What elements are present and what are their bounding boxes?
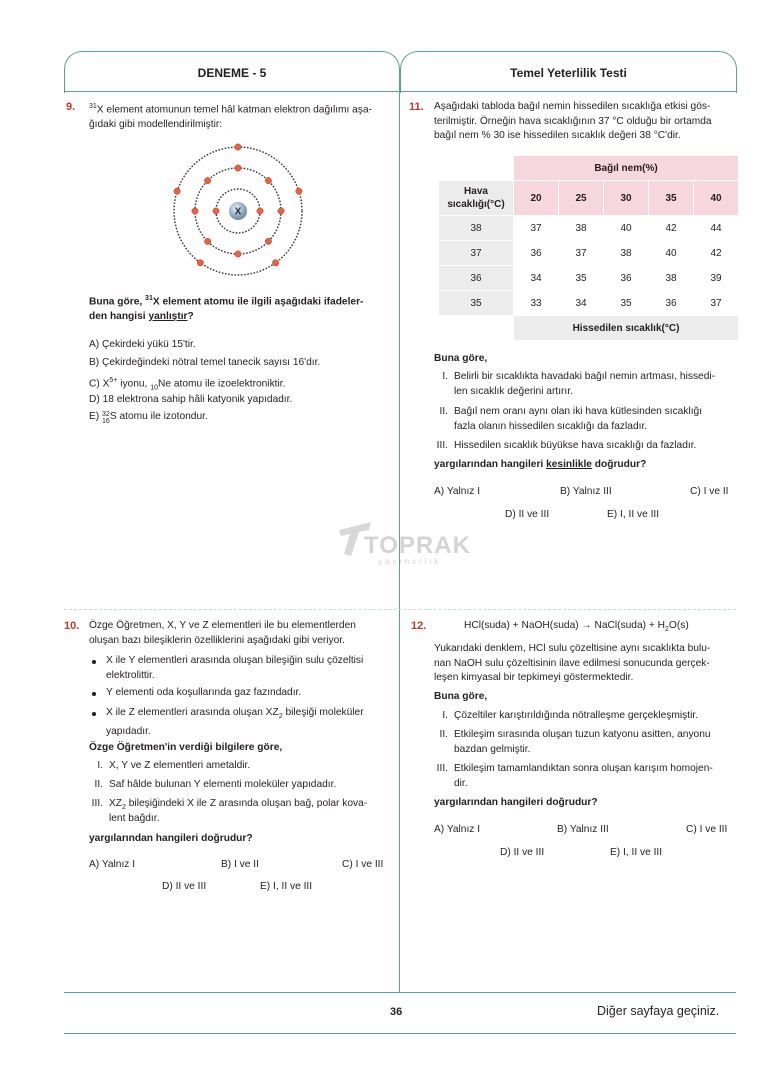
table-row [439, 241, 738, 265]
col-header: 25 [559, 181, 603, 215]
question-intro: Yukarıdaki denklem, HCl sulu çözeltisine aynı sıcaklıkta bulu- nan NaOH sulu çözeltisinin ilave edilmesi sonucunda gerçek- leşen kimyasal bir tepkimeyi göstermektedir. [434, 643, 711, 683]
table-cell: 36 [530, 247, 542, 259]
question-number: 9. [66, 101, 76, 113]
electron [235, 165, 241, 171]
question-stem: yargılarından hangileri doğrudur? [89, 833, 253, 844]
option-d[interactable]: D) II ve III [500, 847, 545, 858]
logo-subtext: yayıncılık [378, 557, 442, 566]
col-header: 35 [649, 181, 693, 215]
table-cell: 38 [575, 222, 587, 234]
footer-rule-top [64, 992, 736, 993]
question-stem: Buna göre, $^{31}$X element atomu ile ilgili aşağıdaki ifadeler- den hangisi yanlıştır? [89, 295, 364, 322]
logo-text: TOPRAK [364, 532, 471, 559]
option-a[interactable]: A) Yalnız I [89, 859, 136, 870]
row-header: 35 [439, 291, 513, 315]
table-cell: 40 [620, 222, 632, 234]
question-stem: yargılarından hangileri kesinlikle doğrudur? [434, 459, 647, 470]
row-header: 38 [439, 216, 513, 240]
electron [257, 208, 263, 214]
table-cell: 40 [665, 247, 677, 259]
table-cell: 37 [575, 247, 587, 259]
option-c[interactable]: C) I ve III [342, 859, 384, 870]
question-number: 11. [409, 101, 424, 113]
table-cell: 36 [620, 272, 632, 284]
row-header: 36 [439, 266, 513, 290]
atom-model [166, 143, 310, 279]
option-c[interactable]: C) I ve II [690, 486, 729, 497]
bottom-header: Hissedilen sıcaklık(°C) [514, 316, 738, 340]
electron [197, 260, 203, 266]
electron [296, 188, 302, 194]
option-e[interactable]: E) I, II ve III [607, 509, 660, 520]
table-cell: 38 [620, 247, 632, 259]
nucleus-label: X [234, 206, 242, 218]
electron [272, 260, 278, 266]
bullet [92, 692, 96, 696]
lead-text: Özge Öğretmen'in verdiği bilgilere göre, [89, 742, 283, 753]
question-intro: Aşağıdaki tabloda bağıl nemin hissedilen sıcaklığa etkisi gös- terilmiştir. Örneğin hava sıcaklığının 37 °C olduğu bir ortamda bağıl nem % 30 ise hissedilen sıcaklık değeri 38 °C'dir. [434, 101, 712, 141]
page-number: 36 [390, 1006, 403, 1018]
question-intro: Özge Öğretmen, X, Y ve Z elementleri ile bu elementlerden oluşan bazı bileşiklerin özelliklerini aşağıdaki gibi veriyor. [89, 620, 356, 646]
table-cell: 44 [710, 222, 722, 234]
row-group-header: Hava sıcaklığı(°C) [439, 181, 513, 215]
lead-text: Buna göre, [434, 353, 488, 364]
reaction-equation: HCl(suda) + NaOH(suda) → NaCl(suda) + $H_2O(s)$ [464, 620, 689, 634]
electron [265, 177, 271, 183]
col-group-header: Bağıl nem(%) [514, 156, 738, 180]
header-rule [64, 91, 736, 92]
bullet [92, 712, 96, 716]
electron [235, 144, 241, 150]
table-cell: 33 [530, 297, 542, 309]
option-c[interactable]: C) $X^{5+}$ iyonu, $_{10}$Ne atomu ile izoelektroniktir. [89, 377, 286, 392]
bullet-item-3: X ile Z elementleri arasında oluşan $XZ_2$ bileşiği moleküler yapıdadır. [106, 707, 364, 737]
electron [204, 177, 210, 183]
option-e[interactable]: E) 32 16S atomu ile izotondur. [89, 411, 208, 425]
option-d[interactable]: D) II ve III [162, 881, 207, 892]
table-row [439, 266, 738, 290]
humidity-table [438, 155, 739, 341]
electron [278, 208, 284, 214]
question-number: 10. [64, 620, 80, 632]
option-e[interactable]: E) I, II ve III [610, 847, 663, 858]
header-right [400, 51, 737, 93]
option-c[interactable]: C) I ve III [686, 824, 728, 835]
option-a[interactable]: A) Yalnız I [434, 486, 481, 497]
option-b[interactable]: B) I ve II [221, 859, 259, 870]
next-page-note: Diğer sayfaya geçiniz. [597, 1004, 720, 1018]
electron [265, 238, 271, 244]
table-cell: 36 [665, 297, 677, 309]
col-header: 40 [694, 181, 738, 215]
lead-text: Buna göre, [434, 691, 488, 702]
col-header: 30 [604, 181, 648, 215]
header-left [64, 51, 400, 93]
electron [192, 208, 198, 214]
electron [174, 188, 180, 194]
table-cell: 38 [665, 272, 677, 284]
option-b[interactable]: B) Yalnız III [560, 486, 612, 497]
bullet-item-2: Y elementi oda koşullarında gaz fazındadır. [106, 687, 302, 698]
electron [235, 251, 241, 257]
option-a[interactable]: A) Yalnız I [434, 824, 481, 835]
table-row [439, 291, 738, 315]
table-cell: 39 [710, 272, 722, 284]
option-b[interactable]: B) Çekirdeğindeki nötral temel tanecik sayısı 16'dır. [89, 357, 321, 368]
table-row [439, 216, 738, 240]
table-cell: 34 [530, 272, 542, 284]
row-header: 37 [439, 241, 513, 265]
section-divider [64, 609, 736, 611]
exam-title: DENEME - 5 [197, 65, 267, 80]
option-d[interactable]: D) 18 elektrona sahip hâli katyonik yapıdadır. [89, 394, 293, 405]
option-e[interactable]: E) I, II ve III [260, 881, 313, 892]
table-cell: 34 [575, 297, 587, 309]
table-cell: 37 [710, 297, 722, 309]
electron [204, 238, 210, 244]
col-header: 20 [514, 181, 558, 215]
electron [213, 208, 219, 214]
option-a[interactable]: A) Çekirdeki yükü 15'tir. [89, 339, 196, 350]
table-cell: 42 [665, 222, 677, 234]
table-cell: 42 [710, 247, 722, 259]
footer-rule-bottom [64, 1033, 736, 1034]
test-title: Temel Yeterlilik Testi [510, 65, 627, 80]
question-number: 12. [411, 620, 427, 632]
option-b[interactable]: B) Yalnız III [557, 824, 609, 835]
table-cell: 37 [530, 222, 542, 234]
table-cell: 35 [575, 272, 587, 284]
option-d[interactable]: D) II ve III [505, 509, 550, 520]
question-intro: $^{31}$X element atomunun temel hâl katman elektron dağılımı aşa- ğıdaki gibi modellendirilmiştir: [89, 103, 373, 130]
bullet-item-1: X ile Y elementleri arasında oluşan bileşiğin sulu çözeltisi elektrolittir. [106, 655, 364, 681]
table-cell: 35 [620, 297, 632, 309]
question-stem: yargılarından hangileri doğrudur? [434, 797, 598, 808]
bullet [92, 660, 96, 664]
